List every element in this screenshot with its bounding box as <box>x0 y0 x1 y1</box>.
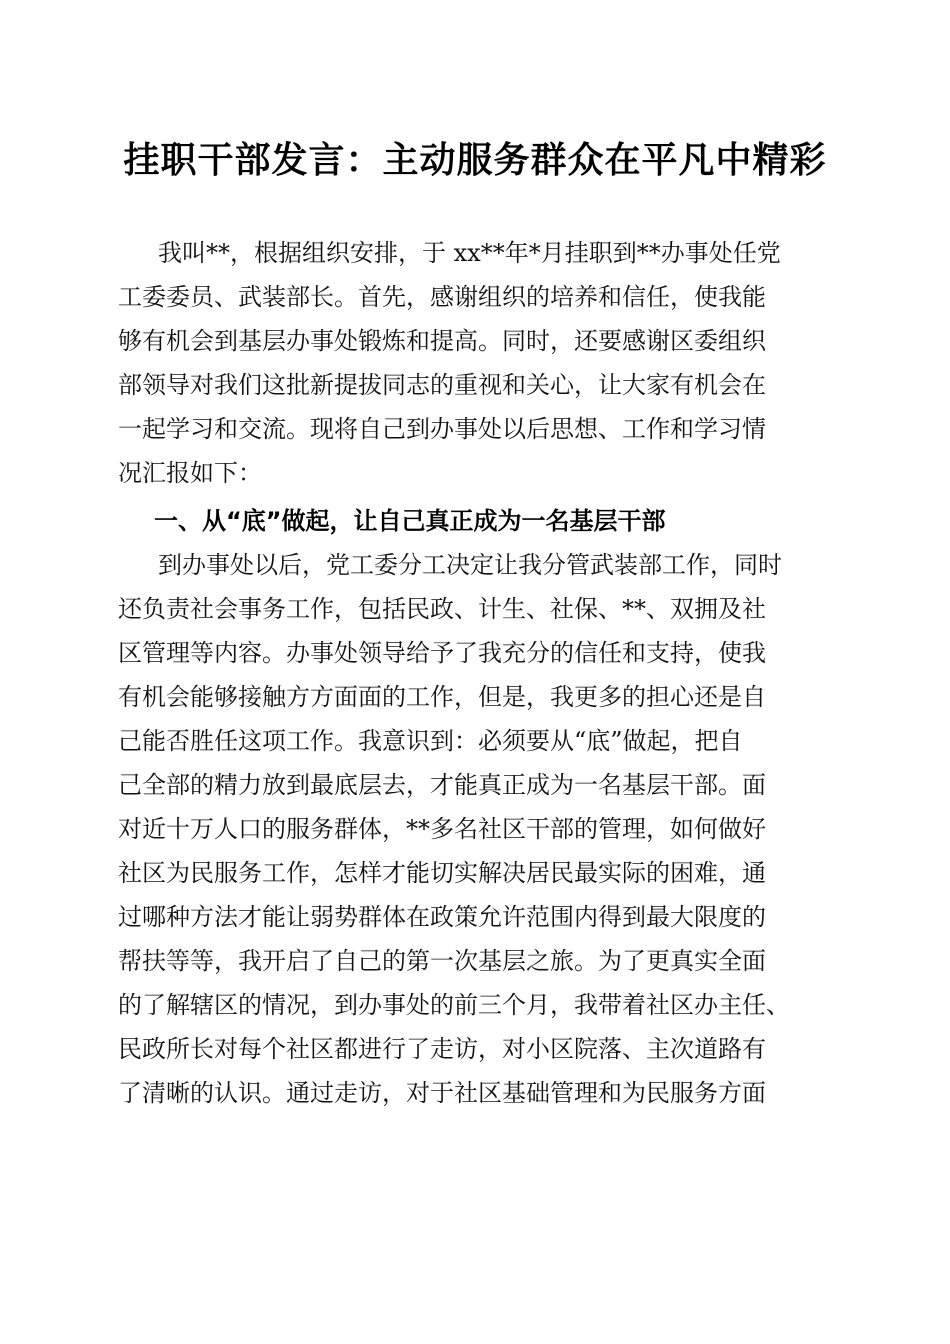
text-line: 况汇报如下： <box>118 459 262 487</box>
text-line: 的了解辖区的情况，到办事处的前三个月，我带着社区办主任、 <box>118 991 790 1019</box>
text-line: 民政所长对每个社区都进行了走访，对小区院落、主次道路有 <box>118 1035 766 1063</box>
text-line: 够有机会到基层办事处锻炼和提高。同时，还要感谢区委组织 <box>118 327 766 355</box>
document-title: 挂职干部发言：主动服务群众在平凡中精彩 <box>123 139 827 181</box>
text-line: 工委委员、武装部长。首先，感谢组织的培养和信任，使我能 <box>118 283 766 311</box>
text-line: 我叫**，根据组织安排，于 xx**年*月挂职到**办事处任党 <box>158 239 781 267</box>
text-line: 对近十万人口的服务群体，**多名社区干部的管理，如何做好 <box>118 815 766 843</box>
text-line: 有机会能够接触方方面面的工作，但是，我更多的担心还是自 <box>118 683 766 711</box>
text-line: 到办事处以后，党工委分工决定让我分管武装部工作，同时 <box>158 551 782 579</box>
text-line: 己全部的精力放到最底层去，才能真正成为一名基层干部。面 <box>118 771 766 799</box>
section-heading-text: 一、从“底”做起，让自己真正成为一名基层干部 <box>154 507 666 535</box>
text-line: 区管理等内容。办事处领导给予了我充分的信任和支持，使我 <box>118 639 766 667</box>
text-line: 还负责社会事务工作，包括民政、计生、社保、**、双拥及社 <box>118 595 766 623</box>
text-line: 一起学习和交流。现将自己到办事处以后思想、工作和学习情 <box>118 415 766 443</box>
text-line: 过哪种方法才能让弱势群体在政策允许范围内得到最大限度的 <box>118 903 766 931</box>
text-line: 帮扶等等，我开启了自己的第一次基层之旅。为了更真实全面 <box>118 947 766 975</box>
text-line: 社区为民服务工作，怎样才能切实解决居民最实际的困难，通 <box>118 859 766 887</box>
text-line: 己能否胜任这项工作。我意识到：必须要从“底”做起，把自 <box>118 727 743 755</box>
text-line: 了清晰的认识。通过走访，对于社区基础管理和为民服务方面 <box>118 1079 766 1107</box>
text-line: 部领导对我们这批新提拔同志的重视和关心，让大家有机会在 <box>118 371 766 399</box>
